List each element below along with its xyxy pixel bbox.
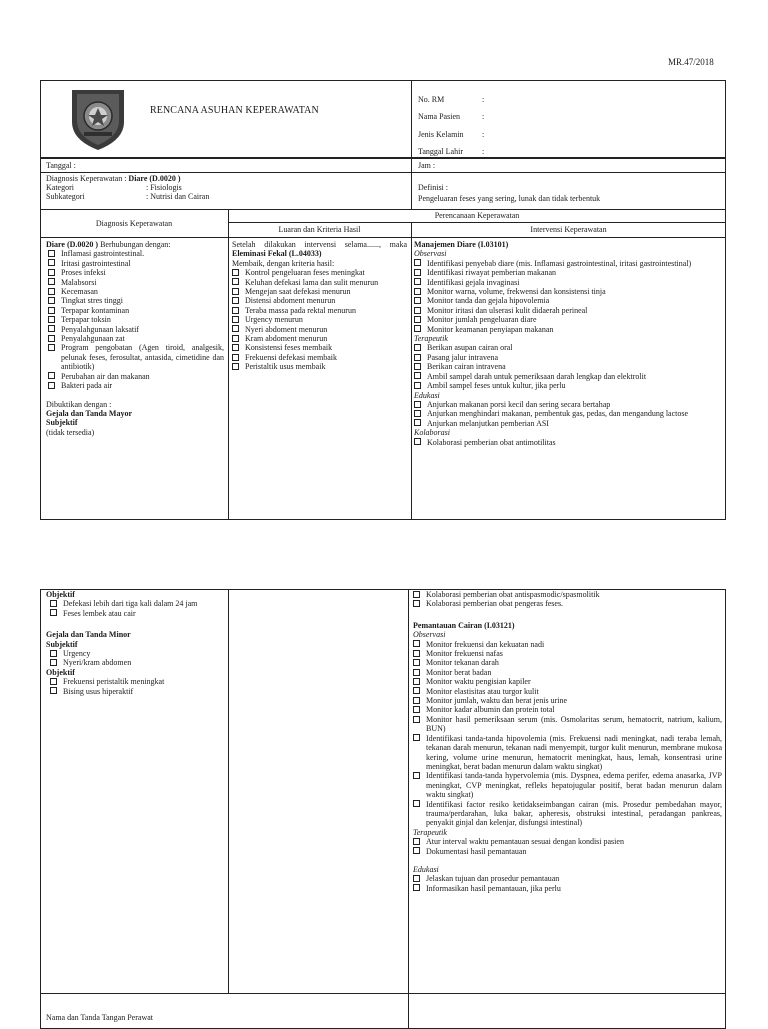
- list-item: Monitor kadar albumin dan protein total: [413, 705, 722, 714]
- list-item: Monitor elastisitas atau turgor kulit: [413, 687, 722, 696]
- list-item: Monitor waktu pengisian kapiler: [413, 677, 722, 686]
- list-item: Monitor warna, volume, frekwensi dan konsistensi tinja: [414, 287, 722, 296]
- intervention2-title: Pemantauan Cairan (I.03121): [413, 620, 515, 630]
- list-item: Nyeri/kram abdomen: [50, 658, 224, 667]
- list-item: Identifikasi factor resiko ketidakseimbangan cairan (mis. Prosedur pembedahan mayor, trauma/perdarahan, luka bakar, apheresis, obstruksi intestinal, peradangan pankreas, penyakit ginjal dan kelenjar, disfungsi intestinal): [413, 800, 722, 828]
- mayor-objektif-list: [50, 599, 224, 618]
- list-item: Monitor tekanan darah: [413, 658, 722, 667]
- edukasi2-list: [413, 874, 722, 893]
- luaran-column-1: Setelah dilakukan intervensi selama......, maka Eleminasi Fekal (L.04033) Membaik, dengan kriteria hasil: Kontrol pengeluaran feses meningkat Keluhan defekasi lama dan sulit menurun Mengejan saat defekasi menurun Distensi abdoment menurun Teraba massa pada rektal menurun Urgency menurun Nyeri abdoment menurun Kram abdoment menurun Konsistensi feses membaik Frekuensi defekasi membaik Peristaltik usus membaik: [232, 240, 407, 372]
- list-item: Malabsorsi: [48, 278, 224, 287]
- list-item: Ambil sampel darah untuk pemeriksaan darah lengkap dan elektrolit: [414, 372, 722, 381]
- list-item: Proses infeksi: [48, 268, 224, 277]
- list-item: Peristaltik usus membaik: [232, 362, 407, 371]
- list-item: Frekuensi peristaltik meningkat: [50, 677, 224, 686]
- list-item: Kecemasan: [48, 287, 224, 296]
- list-item: Keluhan defekasi lama dan sulit menurun: [232, 278, 407, 287]
- list-item: Dokumentasi hasil pemantauan: [413, 847, 722, 856]
- patient-fields: No. RM : Nama Pasien : Jenis Kelamin : Tanggal Lahir :: [418, 91, 484, 160]
- list-item: Identifikasi gejala invaginasi: [414, 278, 722, 287]
- subjektif-heading: Subjektif: [46, 418, 78, 428]
- definisi: Definisi : Pengeluaran feses yang sering, lunak dan tidak terbentuk: [418, 183, 601, 203]
- kolaborasi-cont-list: [413, 590, 722, 609]
- diagnosis-column-2: Objektif Defekasi lebih dari tiga kali dalam 24 jam Feses lembek atau cair Gejala dan Tanda Minor Subjektif Urgency Nyeri/kram abdomen Objektif Frekuensi peristaltik meningkat Bising usus hiperaktif: [46, 590, 224, 696]
- list-item: Monitor keamanan penyiapan makanan: [414, 325, 722, 334]
- list-item: Frekuensi defekasi membaik: [232, 353, 407, 362]
- list-item: Konsistensi feses membaik: [232, 343, 407, 352]
- list-item: Identifikasi tanda-tanda hipovolemia (mis. Frekuensi nadi meningkat, nadi teraba lemah, tekanan darah menurun, tekanan nadi menyempit, turgor kulit menurun, membrane mukosa kering, volume urine menurun, hematocrit meningkat, haus, lemah, konsentrasi urine meningkat, berat badan menurun dalam waktu singkat): [413, 734, 722, 772]
- kolaborasi-list: [414, 438, 722, 447]
- list-item: Kontrol pengeluaran feses meningkat: [232, 268, 407, 277]
- jam-label: Jam :: [418, 161, 436, 170]
- page-title: RENCANA ASUHAN KEPERAWATAN: [150, 105, 319, 116]
- observasi-list: [414, 259, 722, 334]
- list-item: Monitor jumlah pengeluaran diare: [414, 315, 722, 324]
- list-item: Feses lembek atau cair: [50, 609, 224, 618]
- list-item: Pasang jalur intravena: [414, 353, 722, 362]
- col-header-diagnosis: Diagnosis Keperawatan: [95, 219, 173, 228]
- list-item: Perubahan air dan makanan: [48, 372, 224, 381]
- list-item: Ambil sampel feses untuk kultur, jika perlu: [414, 381, 722, 390]
- list-item: Urgency menurun: [232, 315, 407, 324]
- list-item: Identifikasi penyebab diare (mis. Inflamasi gastrointestinal, iritasi gastrointestinal): [414, 259, 722, 268]
- list-item: Urgency: [50, 649, 224, 658]
- list-item: Kolaborasi pemberian obat antimotilitas: [414, 438, 722, 447]
- observasi2-list: [413, 640, 722, 828]
- list-item: Iritasi gastrointestinal: [48, 259, 224, 268]
- list-item: Jelaskan tujuan dan prosedur pemantauan: [413, 874, 722, 883]
- list-item: Penyalahgunaan zat: [48, 334, 224, 343]
- col-header-intervensi: Intervensi Keperawatan: [530, 225, 607, 234]
- intervensi-column-1: Manajemen Diare (I.03101) Observasi Identifikasi penyebab diare (mis. Inflamasi gastrointestinal, iritasi gastrointestinal) Identifikasi riwayat pemberian makanan Identifikasi gejala invaginasi Monitor warna, volume, frekwensi dan konsistensi tinja Monitor tanda dan gejala hipovolemia Monitor iritasi dan ulserasi kulit didaerah perineal Monitor jumlah pengeluaran diare Monitor keamanan penyiapan makanan Terapeutik Berikan asupan cairan oral Pasang jalur intravena Berikan cairan intravena Ambil sampel darah untuk pemeriksaan darah lengkap dan elektrolit Ambil sampel feses untuk kultur, jika perlu Edukasi Anjurkan makanan porsi kecil dan sering secara bertahap Anjurkan menghindari makanan, pembentuk gas, pedas, dan mengandung lactose Anjurkan melanjutkan pemberian ASI Kolaborasi Kolaborasi pemberian obat antimotilitas: [414, 240, 722, 447]
- minor-subjektif-list: [50, 649, 224, 668]
- col-header-perencanaan: Perencanaan Keperawatan: [434, 211, 520, 220]
- gejala-minor-heading: Gejala dan Tanda Minor: [46, 630, 131, 640]
- list-item: Program pengobatan (Agen tiroid, analgesik, pelunak feses, ferosultat, antasida, cimetidine dan antibiotik): [48, 343, 224, 371]
- list-item: Monitor hasil pemeriksaan serum (mis. Osmolaritas serum, hematocrit, natrium, kalium, BUN): [413, 715, 722, 734]
- field-label-jenis-kelamin: Jenis Kelamin: [418, 129, 464, 139]
- dibuktikan-label: Dibuktikan dengan :: [46, 399, 112, 409]
- minor-objektif-list: [50, 677, 224, 696]
- list-item: Identifikasi riwayat pemberian makanan: [414, 268, 722, 277]
- diagnosis-info: Diagnosis Keperawatan : Diare (D.0020 ) Kategori : Fisiologis Subkategori : Nutrisi dan Cairan: [46, 174, 210, 202]
- list-item: Terpapar kontaminan: [48, 306, 224, 315]
- field-label-nama-pasien: Nama Pasien: [418, 112, 460, 122]
- list-item: Anjurkan melanjutkan pemberian ASI: [414, 419, 722, 428]
- list-item: Anjurkan makanan porsi kecil dan sering secara bertahap: [414, 400, 722, 409]
- header-box: [40, 80, 726, 158]
- list-item: Informasikan hasil pemantauan, jika perlu: [413, 884, 722, 893]
- intervention-title: Manajemen Diare (I.03101): [414, 240, 509, 249]
- list-item: Inflamasi gastrointestinal.: [48, 249, 224, 258]
- outcome-list: [232, 268, 407, 371]
- list-item: Monitor tanda dan gejala hipovolemia: [414, 296, 722, 305]
- list-item: Monitor frekuensi dan kekuatan nadi: [413, 640, 722, 649]
- list-item: Mengejan saat defekasi menurun: [232, 287, 407, 296]
- list-item: Terpapar toksin: [48, 315, 224, 324]
- list-item: Monitor berat badan: [413, 668, 722, 677]
- list-item: Monitor iritasi dan ulserasi kulit didaerah perineal: [414, 306, 722, 315]
- list-item: Kram abdoment menurun: [232, 334, 407, 343]
- list-item: Monitor frekuensi nafas: [413, 649, 722, 658]
- police-badge-icon: [66, 86, 130, 152]
- gejala-mayor-heading: Gejala dan Tanda Mayor: [46, 408, 133, 418]
- list-item: Nyeri abdoment menurun: [232, 325, 407, 334]
- tanggal-label: Tanggal :: [46, 161, 76, 170]
- terapeutik-list: [414, 343, 722, 390]
- list-item: Teraba massa pada rektal menurun: [232, 306, 407, 315]
- col-header-luaran: Luaran dan Kriteria Hasil: [278, 225, 361, 234]
- list-item: Kolaborasi pemberian obat antispasmodic/spasmolitik: [413, 590, 722, 599]
- signature-label: Nama dan Tanda Tangan Perawat: [46, 1013, 153, 1022]
- edukasi-list: [414, 400, 722, 428]
- list-item: Monitor jumlah, waktu dan berat jenis urine: [413, 696, 722, 705]
- list-item: Kolaborasi pemberian obat pengeras feses.: [413, 599, 722, 608]
- cause-list: [48, 249, 224, 390]
- list-item: Anjurkan menghindari makanan, pembentuk gas, pedas, dan mengandung lactose: [414, 409, 722, 418]
- field-label-no-rm: No. RM: [418, 95, 445, 104]
- list-item: Identifikasi tanda-tanda hypervolemia (mis. Dyspnea, edema perifer, edema anasarka, JVP meningkat, CVP meningkat, refleks hepatojugular positif, berat badan menurun dalam waktu singkat): [413, 771, 722, 799]
- list-item: Bakteri pada air: [48, 381, 224, 390]
- list-item: Bising usus hiperaktif: [50, 687, 224, 696]
- field-label-tanggal-lahir: Tanggal Lahir: [418, 146, 463, 156]
- list-item: Penyalahgunaan laksatif: [48, 325, 224, 334]
- list-item: Berikan asupan cairan oral: [414, 343, 722, 352]
- document-code: MR.47/2018: [668, 57, 714, 67]
- list-item: Berikan cairan intravena: [414, 362, 722, 371]
- list-item: Atur interval waktu pemantauan sesuai dengan kondisi pasien: [413, 837, 722, 846]
- terapeutik2-list: [413, 837, 722, 856]
- diagnosis-column-1: Diare (D.0020 ) Berhubungan dengan: Inflamasi gastrointestinal. Iritasi gastrointestinal Proses infeksi Malabsorsi Kecemasan Tingkat stres tinggi Terpapar kontaminan Terpapar toksin Penyalahgunaan laksatif Penyalahgunaan zat Program pengobatan (Agen tiroid, analgesik, pelunak feses, ferosultat, antasida, cimetidine dan antibiotik) Perubahan air dan makanan Bakteri pada air Dibuktikan dengan : Gejala dan Tanda Mayor Subjektif (tidak tersedia): [46, 240, 224, 437]
- tidak-tersedia: (tidak tersedia): [46, 427, 95, 437]
- list-item: Tingkat stres tinggi: [48, 296, 224, 305]
- list-item: Distensi abdoment menurun: [232, 296, 407, 305]
- list-item: Defekasi lebih dari tiga kali dalam 24 jam: [50, 599, 224, 608]
- intervensi-column-2: Kolaborasi pemberian obat antispasmodic/spasmolitik Kolaborasi pemberian obat pengeras feses. Pemantauan Cairan (I.03121) Observasi Monitor frekuensi dan kekuatan nadi Monitor frekuensi nafas Monitor tekanan darah Monitor berat badan Monitor waktu pengisian kapiler Monitor elastisitas atau turgor kulit Monitor jumlah, waktu dan berat jenis urine Monitor kadar albumin dan protein total Monitor hasil pemeriksaan serum (mis. Osmolaritas serum, hematocrit, natrium, kalium, BUN) Identifikasi tanda-tanda hipovolemia (mis. Frekuensi nadi meningkat, nadi teraba lemah, tekanan darah menurun, tekanan nadi menyempit, turgor kulit menurun, membrane mukosa kering, volume urine menurun, hematocrit meningkat, haus, lemah, konsentrasi urine meningkat, berat badan menurun dalam waktu singkat) Identifikasi tanda-tanda hypervolemia (mis. Dyspnea, edema perifer, edema anasarka, JVP meningkat, CVP meningkat, refleks hepatojugular positif, berat badan menurun dalam waktu singkat) Identifikasi factor resiko ketidakseimbangan cairan (mis. Prosedur pembedahan mayor, trauma/perdarahan, luka bakar, apheresis, obstruksi intestinal, peradangan pankreas, penyakit ginjal dan kelenjar, disfungsi intestinal) Terapeutik Atur interval waktu pemantauan sesuai dengan kondisi pasien Dokumentasi hasil pemantauan Edukasi Jelaskan tujuan dan prosedur pemantauan Informasikan hasil pemantauan, jika perlu: [413, 590, 722, 893]
